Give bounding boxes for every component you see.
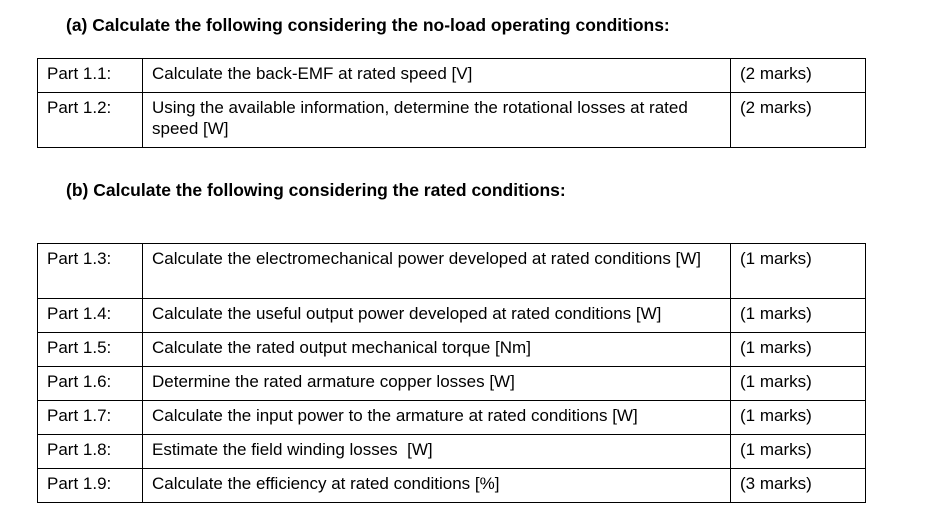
table-row: [38, 367, 866, 401]
table-row: [38, 435, 866, 469]
table-row: [38, 469, 866, 503]
question-text: Calculate the efficiency at rated conditions [%]: [143, 469, 731, 503]
table-row: [38, 244, 866, 299]
part-number: Part 1.4:: [38, 299, 143, 333]
part-number: Part 1.3:: [38, 244, 143, 299]
part-number: Part 1.2:: [38, 93, 143, 148]
marks-value: (2 marks): [731, 93, 866, 148]
marks-value: (1 marks): [731, 435, 866, 469]
section-b-table: [37, 243, 866, 503]
table-row: [38, 333, 866, 367]
marks-value: (1 marks): [731, 299, 866, 333]
section-b-heading: (b) Calculate the following considering the rated conditions:: [66, 180, 566, 200]
section-a-table: [37, 58, 866, 148]
question-text: Calculate the input power to the armature at rated conditions [W]: [143, 401, 731, 435]
part-number: Part 1.1:: [38, 59, 143, 93]
question-text: Estimate the field winding losses [W]: [143, 435, 731, 469]
table-row: [38, 401, 866, 435]
question-text: Calculate the electromechanical power developed at rated conditions [W]: [143, 244, 731, 299]
marks-value: (1 marks): [731, 333, 866, 367]
marks-value: (2 marks): [731, 59, 866, 93]
table-row: [38, 93, 866, 148]
table-row: [38, 59, 866, 93]
marks-value: (1 marks): [731, 401, 866, 435]
question-text: Calculate the useful output power developed at rated conditions [W]: [143, 299, 731, 333]
table-row: [38, 299, 866, 333]
marks-value: (1 marks): [731, 367, 866, 401]
question-text: Determine the rated armature copper losses [W]: [143, 367, 731, 401]
question-text: Calculate the rated output mechanical torque [Nm]: [143, 333, 731, 367]
marks-value: (1 marks): [731, 244, 866, 299]
part-number: Part 1.8:: [38, 435, 143, 469]
question-text: Using the available information, determine the rotational losses at rated speed [W]: [143, 93, 731, 148]
part-number: Part 1.7:: [38, 401, 143, 435]
marks-value: (3 marks): [731, 469, 866, 503]
section-a-heading: (a) Calculate the following considering the no-load operating conditions:: [66, 15, 670, 35]
part-number: Part 1.5:: [38, 333, 143, 367]
part-number: Part 1.6:: [38, 367, 143, 401]
part-number: Part 1.9:: [38, 469, 143, 503]
question-text: Calculate the back-EMF at rated speed [V]: [143, 59, 731, 93]
